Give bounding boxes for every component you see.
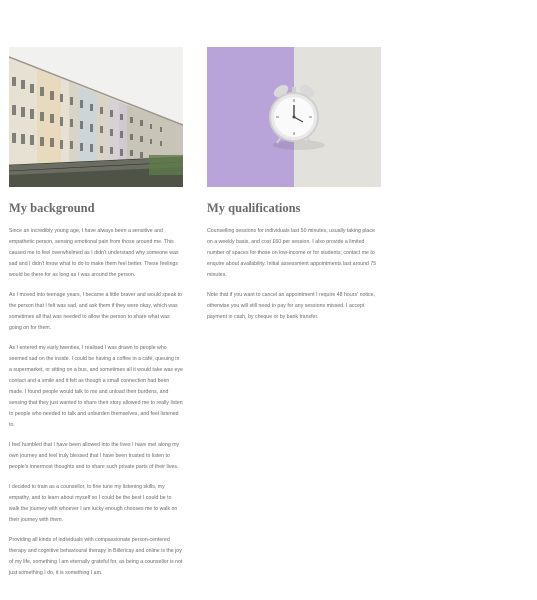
terraced-houses-illustration (9, 47, 183, 187)
background-paragraph-3: As I entered my early twenties, I realised I was drawn to people who seemed sad on the inside. I could be having a coffee in a café, queuing in a supermarket, or sitting on a bus, and sometimes all it would take was eye contact and a smile and it felt as though a small connection had been made. I found people would talk to me and unload their burdens, and sensing that they just wanted to share their story allowed me to really listen to people who needed to talk and unburden themselves, and feel listened to. (9, 345, 183, 428)
alarm-clock-photo (207, 47, 381, 187)
background-paragraph-4: I feel humbled that I have been allowed into the lives I have met along my own journey and feel truly blessed that I have been trusted to listen to people's innermost thoughts and to share such private parts of their lives. (9, 442, 180, 470)
background-heading: My background (9, 201, 95, 215)
background-paragraph-6: Providing all kinds of individuals with compassionate person-centered therapy and cognitive behavioural therapy in Billericay and online is the joy of my life, something I am eternally grateful for, as being a counsellor is not just something I do, it is something I am. (9, 537, 183, 576)
background-paragraph-2: As I moved into teenage years, I became a little braver and would speak to the person that I felt was sad, and ask them if they were okay, which was sometimes all that was needed to allow the person to share what was going on for them. (9, 292, 183, 331)
qualifications-paragraph-1: Counselling sessions for individuals last 50 minutes, usually taking place on a weekly basis, and cost £60 per session. I also provide a limited number of spaces for those on low-income or for students; contact me to enquire about availability. Initial assessment appointments last around 75 minutes. (207, 228, 377, 278)
alarm-clock-illustration (207, 47, 381, 187)
qualifications-paragraph-2: Note that if you want to cancel an appointment I require 48 hours' notice, otherwise you will still need to pay for any sessions missed. I accept payment in cash, by cheque or by bank transfer. (207, 292, 375, 320)
qualifications-heading: My qualifications (207, 201, 301, 215)
terraced-houses-photo (9, 47, 183, 187)
qualifications-section (207, 47, 381, 332)
background-paragraph-1: Since an incredibly young age, I have always been a sensitive and empathetic person, sensing emotional pain from those around me. This caused me to feel overwhelmed as I didn't understand why someone was sad and I didn't know what to do to make them feel better. These feelings would be there for as long as I was around the person. (9, 228, 179, 278)
background-section (9, 47, 183, 588)
background-paragraph-5: I decided to train as a counsellor, to fine tune my listening skills, my empathy, and to learn about myself so I could be the best I could be to walk the journey with whoever I am lucky enough chooses me to walk on their journey with them. (9, 484, 178, 523)
